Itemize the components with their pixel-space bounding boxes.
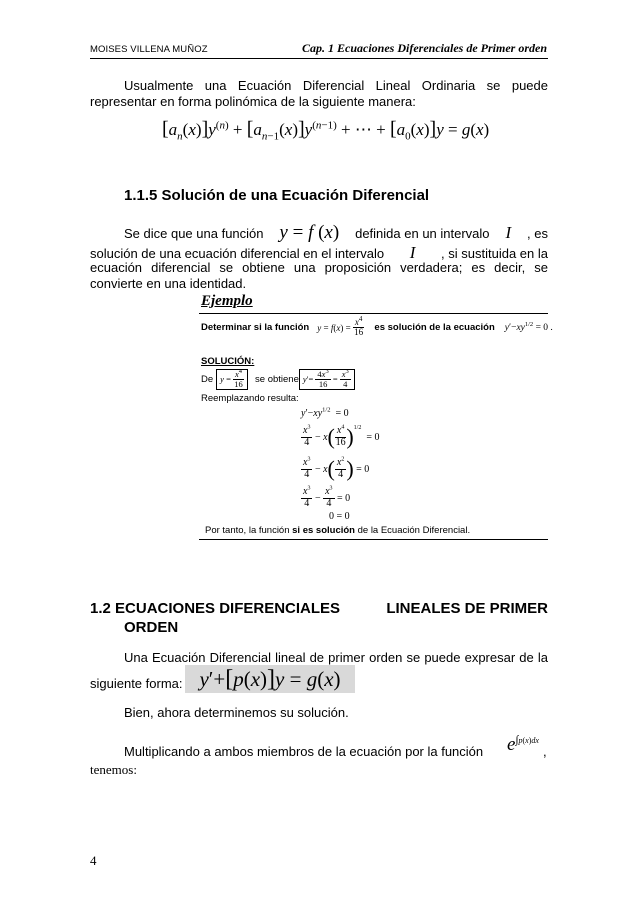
- intro-line-1: Usualmente una Ecuación Diferencial Lineal Ordinaria se puede: [124, 78, 548, 93]
- interval-symbol-i: I: [505, 223, 512, 242]
- example-bottom-rule: [199, 539, 548, 540]
- example-heading: Ejemplo: [201, 293, 253, 309]
- header-rule: [90, 58, 548, 59]
- conclusion-text-b: si es solución: [292, 525, 355, 536]
- definition-text-a: Se dice que una función: [124, 226, 264, 241]
- function-y-equals-f-x: y = f (x): [279, 222, 340, 243]
- section-title-1-2-line-2: ORDEN: [124, 619, 179, 636]
- integrating-factor: $e^{\int p(x)dx}$: [507, 733, 539, 755]
- section-1-2-p2: Bien, ahora determinemos su solución.: [124, 705, 349, 720]
- section-title-1-2-line-1: [90, 600, 548, 617]
- definition-line-4: convierte en una identidad.: [90, 276, 247, 291]
- intro-line-2: representar en forma polinómica de la siguiente manera:: [90, 94, 416, 109]
- boxed-function: y = $\frac{x^4}{16}$: [216, 369, 248, 390]
- section-1-2-p1-line-1: Una Ecuación Diferencial lineal de primer orden se puede expresar de la: [124, 650, 548, 665]
- statement-text-b: es solución de la ecuación: [374, 322, 495, 334]
- section-1-2-p1-line-2: siguiente forma:: [90, 676, 183, 691]
- se-obtiene-text: se obtiene: [255, 373, 299, 385]
- running-header-chapter: Cap. 1 Ecuaciones Diferenciales de Primer orden: [302, 41, 547, 55]
- section-1-2-p4: tenemos:: [90, 762, 137, 777]
- interval-symbol-i-2: I: [409, 243, 416, 262]
- step-1: $y'-xy^{1/2} = 0$: [301, 406, 349, 419]
- running-header-author: MOISES VILLENA MUÑOZ: [90, 44, 208, 55]
- definition-text-c: , es: [527, 226, 548, 241]
- definition-text-b: definida en un intervalo: [355, 226, 490, 241]
- page-number: 4: [90, 853, 97, 868]
- definition-text-e: , si sustituida en la: [441, 246, 548, 261]
- final-identity: 0 = 0: [329, 511, 350, 522]
- given-equation: $y'-xy^{1/2} = 0$ .: [504, 320, 553, 333]
- example-statement: [201, 315, 553, 338]
- de-text: De: [201, 373, 214, 385]
- section-title-1-2-part-a: 1.2 ECUACIONES DIFERENCIALES: [90, 600, 341, 617]
- definition-text-d: solución de una ecuación diferencial en el intervalo: [90, 246, 385, 261]
- linear-ode-polynomial-form: $[a_n(x)]y^{(n)} + [a_{n-1}(x)]y^{(n-1)}$ + ⋯ + $[a_0(x)]y = g(x)$: [162, 118, 490, 143]
- definition-line-1: [124, 222, 548, 244]
- step-4: $\frac{x^3}{4}$ − $\frac{x^3}{4}$ = 0: [303, 485, 351, 509]
- conclusion-text-a: Por tanto, la función: [205, 525, 290, 536]
- first-order-linear-form: y′+[p(x)]y = g(x): [185, 665, 355, 693]
- section-1-2-p3-comma: ,: [543, 744, 547, 759]
- section-title-1-1-5: 1.1.5 Solución de una Ecuación Diferencial: [124, 187, 430, 204]
- solution-label: SOLUCIÓN:: [201, 356, 255, 367]
- section-title-1-2-part-b: LINEALES DE PRIMER: [386, 600, 548, 617]
- conclusion-text-c: de la Ecuación Diferencial.: [357, 525, 471, 536]
- example-conclusion: [205, 525, 470, 536]
- step-3: $\frac{x^3}{4}$ − x ( $\frac{x^2}{4}$ ) = 0: [303, 456, 370, 481]
- given-function: y = f ( x ) = $\frac{x^4}{16}$: [317, 315, 364, 338]
- boxed-derivative: y ′= $\frac{4x^3}{16}$ = $\frac{x^3}{4}$: [299, 369, 355, 390]
- derivative-line: [201, 369, 355, 390]
- step-2: $\frac{x^3}{4}$ − x ( $\frac{x^4}{16}$ ) 1/2 = 0: [303, 424, 380, 449]
- reemplazando-text: Reemplazando resulta:: [201, 393, 299, 404]
- definition-line-3: ecuación diferencial se obtiene una proposición verdadera; es decir, se: [90, 260, 548, 275]
- statement-text-a: Determinar si la función: [201, 322, 310, 334]
- section-1-2-p3: Multiplicando a ambos miembros de la ecuación por la función: [124, 744, 484, 759]
- example-top-rule: [199, 313, 548, 314]
